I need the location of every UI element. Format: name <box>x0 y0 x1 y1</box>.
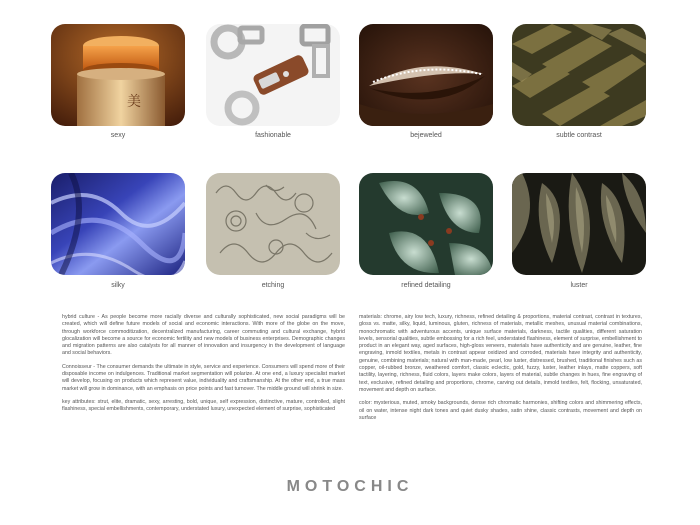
right-text-column <box>359 314 642 428</box>
silky-image <box>51 173 185 275</box>
tile-caption: luster <box>570 282 588 289</box>
tile-caption: refined detailing <box>401 282 451 289</box>
connoisseur-paragraph: Connoisseur - The consumer demands the ultimate in style, service and experience. Consumers will spend more of their disposable income on indulgences. Traditional market segmentation will polarize. At one end, a luxury specialist market will develop, focusing on products which represent value, individuality and craftsmanship. At the other end, a true mass market will grow in dominance, with an emphasis on price points and fast turnover. The middle ground will shrink in size. <box>62 363 345 392</box>
subtle-contrast-image <box>512 24 646 126</box>
hybrid-culture-paragraph: hybrid culture - As people become more racially diverse and culturally sophisticated, new social paradigms will be created, which will define future models of social and economic interactions. With more of the globe on the move, through workforce commoditization, decentralized manufacturing, career commuting and cultural exchange, hybrid glocalization will become a source for economic fertility and new models of business enterprises. Demographic changes and migration patterns are also catalysts for all manner of innovation and insurgency in the development of language and social behaviors. <box>62 314 345 357</box>
luster-image <box>512 173 646 275</box>
svg-text:美: 美 <box>127 94 141 110</box>
left-text-column <box>62 314 345 420</box>
materials-paragraph: materials: chrome, airy low tech, luxury, richness, refined detailing & proportions, material contrast, contrast in textures, gloss vs. matte, silky, liquid, luminous, gluten, richness of materials, metallic meshes, unusual material combinations, monochromatic with adventurous accents, unique surface materials, darkness, tactile qualities, different saturation levels, sensorial qualities, subtle embossing for a rich feel, understated flashiness, element of surprise, embellishment to product in an elegant way, aged surfaces, high-gloss veneers, materials have authenticity and are genuine, leather, fine engraving, inmold textiles, metals in contrast appear oxidized and corroded, materials have integrity and authenticity, genuine, combining materials; natural with man-made, pearl, low luster, distressed, brushed, traditional finishes such as copper, oil-rubbed bronze, weathered comfort, classic eclectic, gold, fuzzy, luster, leather inlays, matte coppers, soft tactility, layering, richness, fluid colors, layers make colors, layers of material, subtle changes in hues, fine engraving of text, exclusive, refined detailing and proportions, chrome, carving out details, inmold textiles, felt, flocking, unsaturated, movement and depth on surface. <box>359 314 642 393</box>
bejeweled-image <box>359 24 493 126</box>
tile-caption: fashionable <box>255 132 291 139</box>
tile-caption: subtle contrast <box>556 132 602 139</box>
tile-caption: etching <box>261 282 285 289</box>
sexy-image <box>51 24 185 126</box>
brand-title: MOTOCHIC <box>286 478 414 495</box>
color-paragraph: color: mysterious, muted, smoky backgrounds, dense rich chromatic harmonies, shifting colors and shimmering effects, oil on water, intense night dark tones and quiet dusky shades, satin shine, classic contrasts, movement and depth on surface <box>359 400 642 421</box>
key-attributes-paragraph: key attributes: strut, elite, dramatic, sexy, arresting, bold, unique, self expression, distinctive, mature, controlled, slight flashiness, special embellishments, contemporary, understated luxury, unexpected element of surprise, sophisticated <box>62 398 345 413</box>
tile-caption: sexy <box>110 132 126 139</box>
tile-caption: bejeweled <box>410 132 442 139</box>
fashionable-image <box>206 24 340 126</box>
etching-image <box>206 173 340 275</box>
refined-detailing-image <box>359 173 493 275</box>
tile-caption: silky <box>111 282 125 289</box>
